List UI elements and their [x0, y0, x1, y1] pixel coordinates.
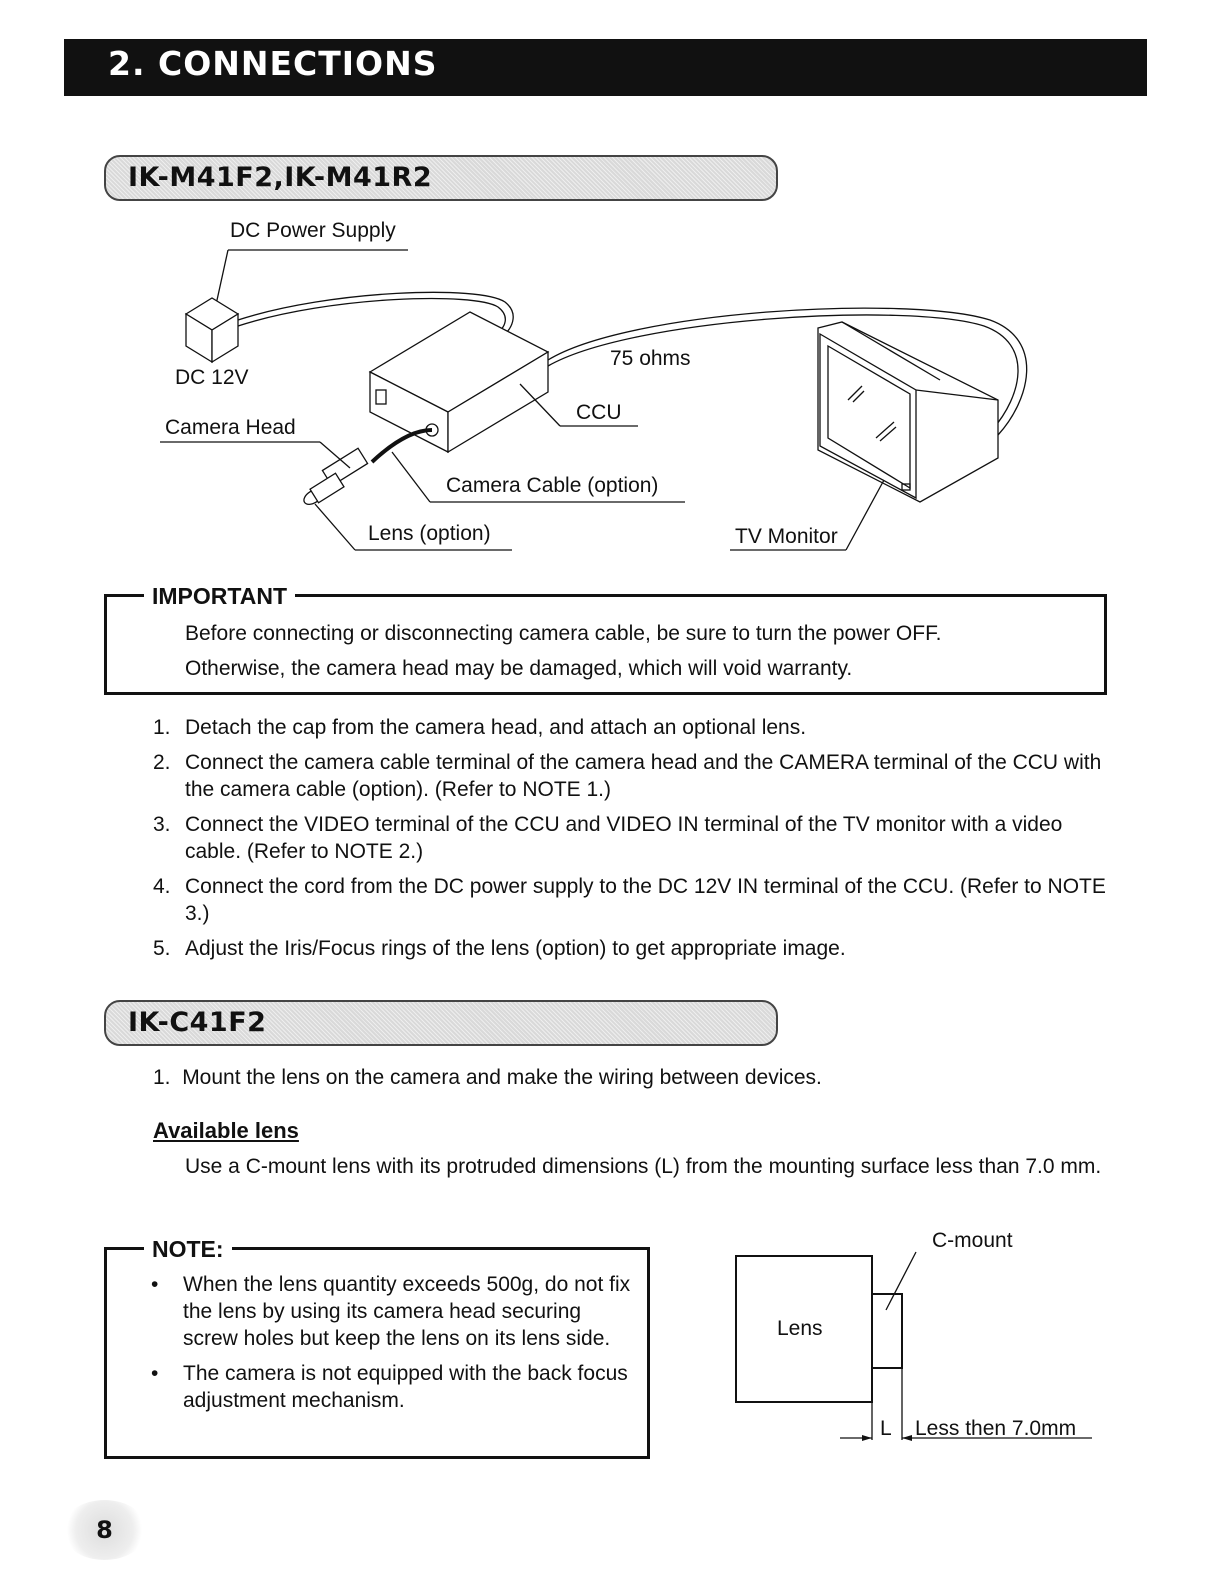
- label-ccu: CCU: [576, 401, 622, 424]
- list-item: • When the lens quantity exceeds 500g, do not fix the lens by using its camera head securing screw holes but keep the lens on its lens side.: [151, 1273, 631, 1350]
- label-less-than: Less then 7.0mm: [915, 1417, 1077, 1440]
- label-camera-cable: Camera Cable (option): [446, 474, 659, 497]
- available-lens-title: Available lens: [153, 1118, 299, 1143]
- note-list: [145, 1271, 635, 1422]
- important-line-1: Before connecting or disconnecting camera cable, be sure to turn the power OFF.: [185, 622, 942, 645]
- list-item: 1. Detach the cap from the camera head, and attach an optional lens.: [153, 716, 807, 739]
- available-lens-text: Use a C-mount lens with its protruded dimensions (L) from the mounting surface less than 7.0 mm.: [185, 1155, 1102, 1178]
- label-c-mount: C-mount: [932, 1229, 1013, 1252]
- label-tv-monitor: TV Monitor: [735, 525, 838, 548]
- label-75-ohms: 75 ohms: [610, 347, 691, 370]
- label-lens: Lens: [777, 1317, 823, 1340]
- list-item: 5. Adjust the Iris/Focus rings of the lens (option) to get appropriate image.: [153, 937, 846, 960]
- list-item: • The camera is not equipped with the back focus adjustment mechanism.: [151, 1362, 628, 1412]
- important-line-2: Otherwise, the camera head may be damaged, which will void warranty.: [185, 657, 853, 680]
- camera-head: [301, 448, 367, 507]
- label-dc-power-supply: DC Power Supply: [230, 219, 396, 242]
- note-title: NOTE:: [144, 1236, 232, 1263]
- steps-list-1: [153, 714, 1113, 970]
- model-heading-text-2: IK-C41F2: [128, 1007, 267, 1038]
- list-item: 3. Connect the VIDEO terminal of the CCU and VIDEO IN terminal of the TV monitor with a video cable. (Refer to NOTE 2.): [153, 813, 1063, 863]
- label-dc-12v: DC 12V: [175, 366, 249, 389]
- page-title: 2. CONNECTIONS: [108, 44, 438, 83]
- label-camera-head: Camera Head: [165, 416, 296, 439]
- section2-step: 1. Mount the lens on the camera and make the wiring between devices.: [153, 1066, 822, 1089]
- list-item: 2. Connect the camera cable terminal of the camera head and the CAMERA terminal of the CCU with the camera cable (option). (Refer to NOTE 1.): [153, 751, 1102, 801]
- label-l: L: [880, 1417, 892, 1440]
- label-lens-option: Lens (option): [368, 522, 491, 545]
- important-title: IMPORTANT: [144, 583, 295, 610]
- model-heading-text-1: IK-M41F2,IK-M41R2: [128, 162, 433, 193]
- c-mount-flange: [872, 1294, 902, 1368]
- page-number: 8: [62, 1500, 147, 1560]
- list-item: 4. Connect the cord from the DC power supply to the DC 12V IN terminal of the CCU. (Refer to NOTE 3.): [153, 875, 1106, 925]
- tv-monitor: [818, 322, 998, 502]
